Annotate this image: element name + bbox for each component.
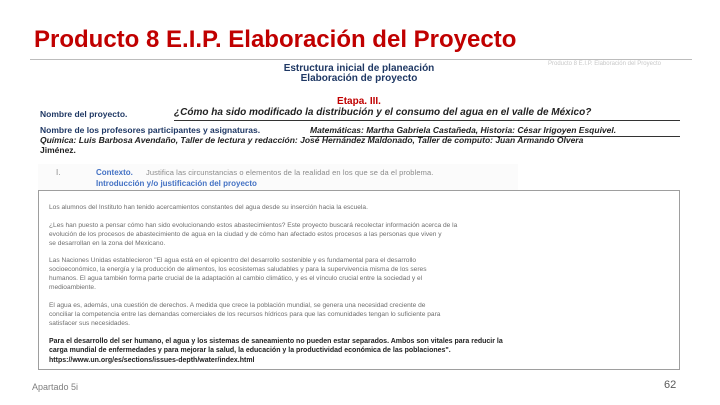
justification-box [38, 190, 680, 370]
page-number: 62 [664, 379, 677, 391]
paragraph-line: El agua es, además, una cuestión de derechos. A medida que crece la población mundial, se genera una necesidad creciente de [49, 302, 426, 309]
teachers-line-3: Jiménez. [40, 145, 76, 155]
paragraph-line: se desarrollan en la zona del Mexicano. [49, 240, 166, 247]
section-subtitle: Introducción y/o justificación del proyecto [96, 179, 257, 188]
source-link[interactable]: https://www.un.org/es/sections/issues-depth/water/index.html [49, 357, 255, 364]
stage-label: Etapa. III. [337, 96, 381, 107]
elaboration-title: Elaboración de proyecto [300, 73, 418, 84]
project-label: Nombre del proyecto. [40, 109, 128, 119]
paragraph-line: ¿Les han puesto a pensar cómo han sido evolucionando estos abastecimientos? Este proyecto buscará recolectar información acerca de la [49, 222, 458, 229]
teachers-line-1: Matemáticas: Martha Gabriela Castañeda, Historia: César Irigoyen Esquivel. [310, 125, 617, 135]
paragraph-line: conciliar la competencia entre las demandas comerciales de los recursos hídricos para que las comunidades tengan lo suficiente para [49, 311, 441, 318]
footer-left: Apartado 5i [32, 382, 79, 392]
document-image [38, 60, 680, 378]
project-underline [174, 120, 680, 121]
paragraph-line: Las Naciones Unidas establecieron "El agua está en el epicentro del desarrollo sostenible y es fundamental para el desarrollo [49, 257, 417, 264]
paragraph-line: satisfacer sus necesidades. [49, 320, 130, 327]
paragraph-line: evolución de los procesos de abastecimiento de agua en la ciudad y de cómo han afectado estos procesos a las personas que viven y [49, 231, 442, 238]
paragraph-line: medioambiente. [49, 284, 96, 291]
paragraph-line: socioeconómico, la energía y la producción de alimentos, los ecosistemas saludables y para la supervivencia misma de los seres [49, 266, 427, 273]
paragraph-line: Para el desarrollo del ser humano, el agua y los sistemas de saneamiento no pueden estar separados. Ambos son vitales para reducir la [49, 338, 503, 345]
paragraph-line: Los alumnos del Instituto han tenido acercamientos constantes del agua desde su inserción hacia la escuela. [49, 204, 368, 211]
title-shadow: Producto 8 E.I.P. Elaboración del Proyecto [548, 61, 661, 67]
project-name: ¿Cómo ha sido modificado la distribución y el consumo del agua en el valle de México? [174, 107, 592, 118]
section-title: Contexto. [96, 168, 133, 177]
section-description: Justifica las circunstancias o elementos de la realidad en los que se da el problema. [146, 168, 434, 177]
teachers-label: Nombre de los profesores participantes y asignaturas. [40, 125, 261, 135]
structure-title: Estructura inicial de planeación [283, 63, 435, 74]
paragraph-line: humanos. El agua también forma parte crucial de la adaptación al cambio climático, y es el vínculo crucial entre la sociedad y el [49, 275, 423, 282]
paragraph-line: carga mundial de enfermedades y para mejorar la salud, la educación y la productividad económica de las poblaciones". [49, 347, 451, 354]
teachers-line-2: Química: Luis Barbosa Avendaño, Taller de lectura y redacción: José Hernández Maldonado, Taller de computo: Juan Armando Olvera [40, 135, 584, 145]
slide-title: Producto 8 E.I.P. Elaboración del Proyecto [34, 26, 517, 53]
section-number: I. [56, 168, 61, 177]
